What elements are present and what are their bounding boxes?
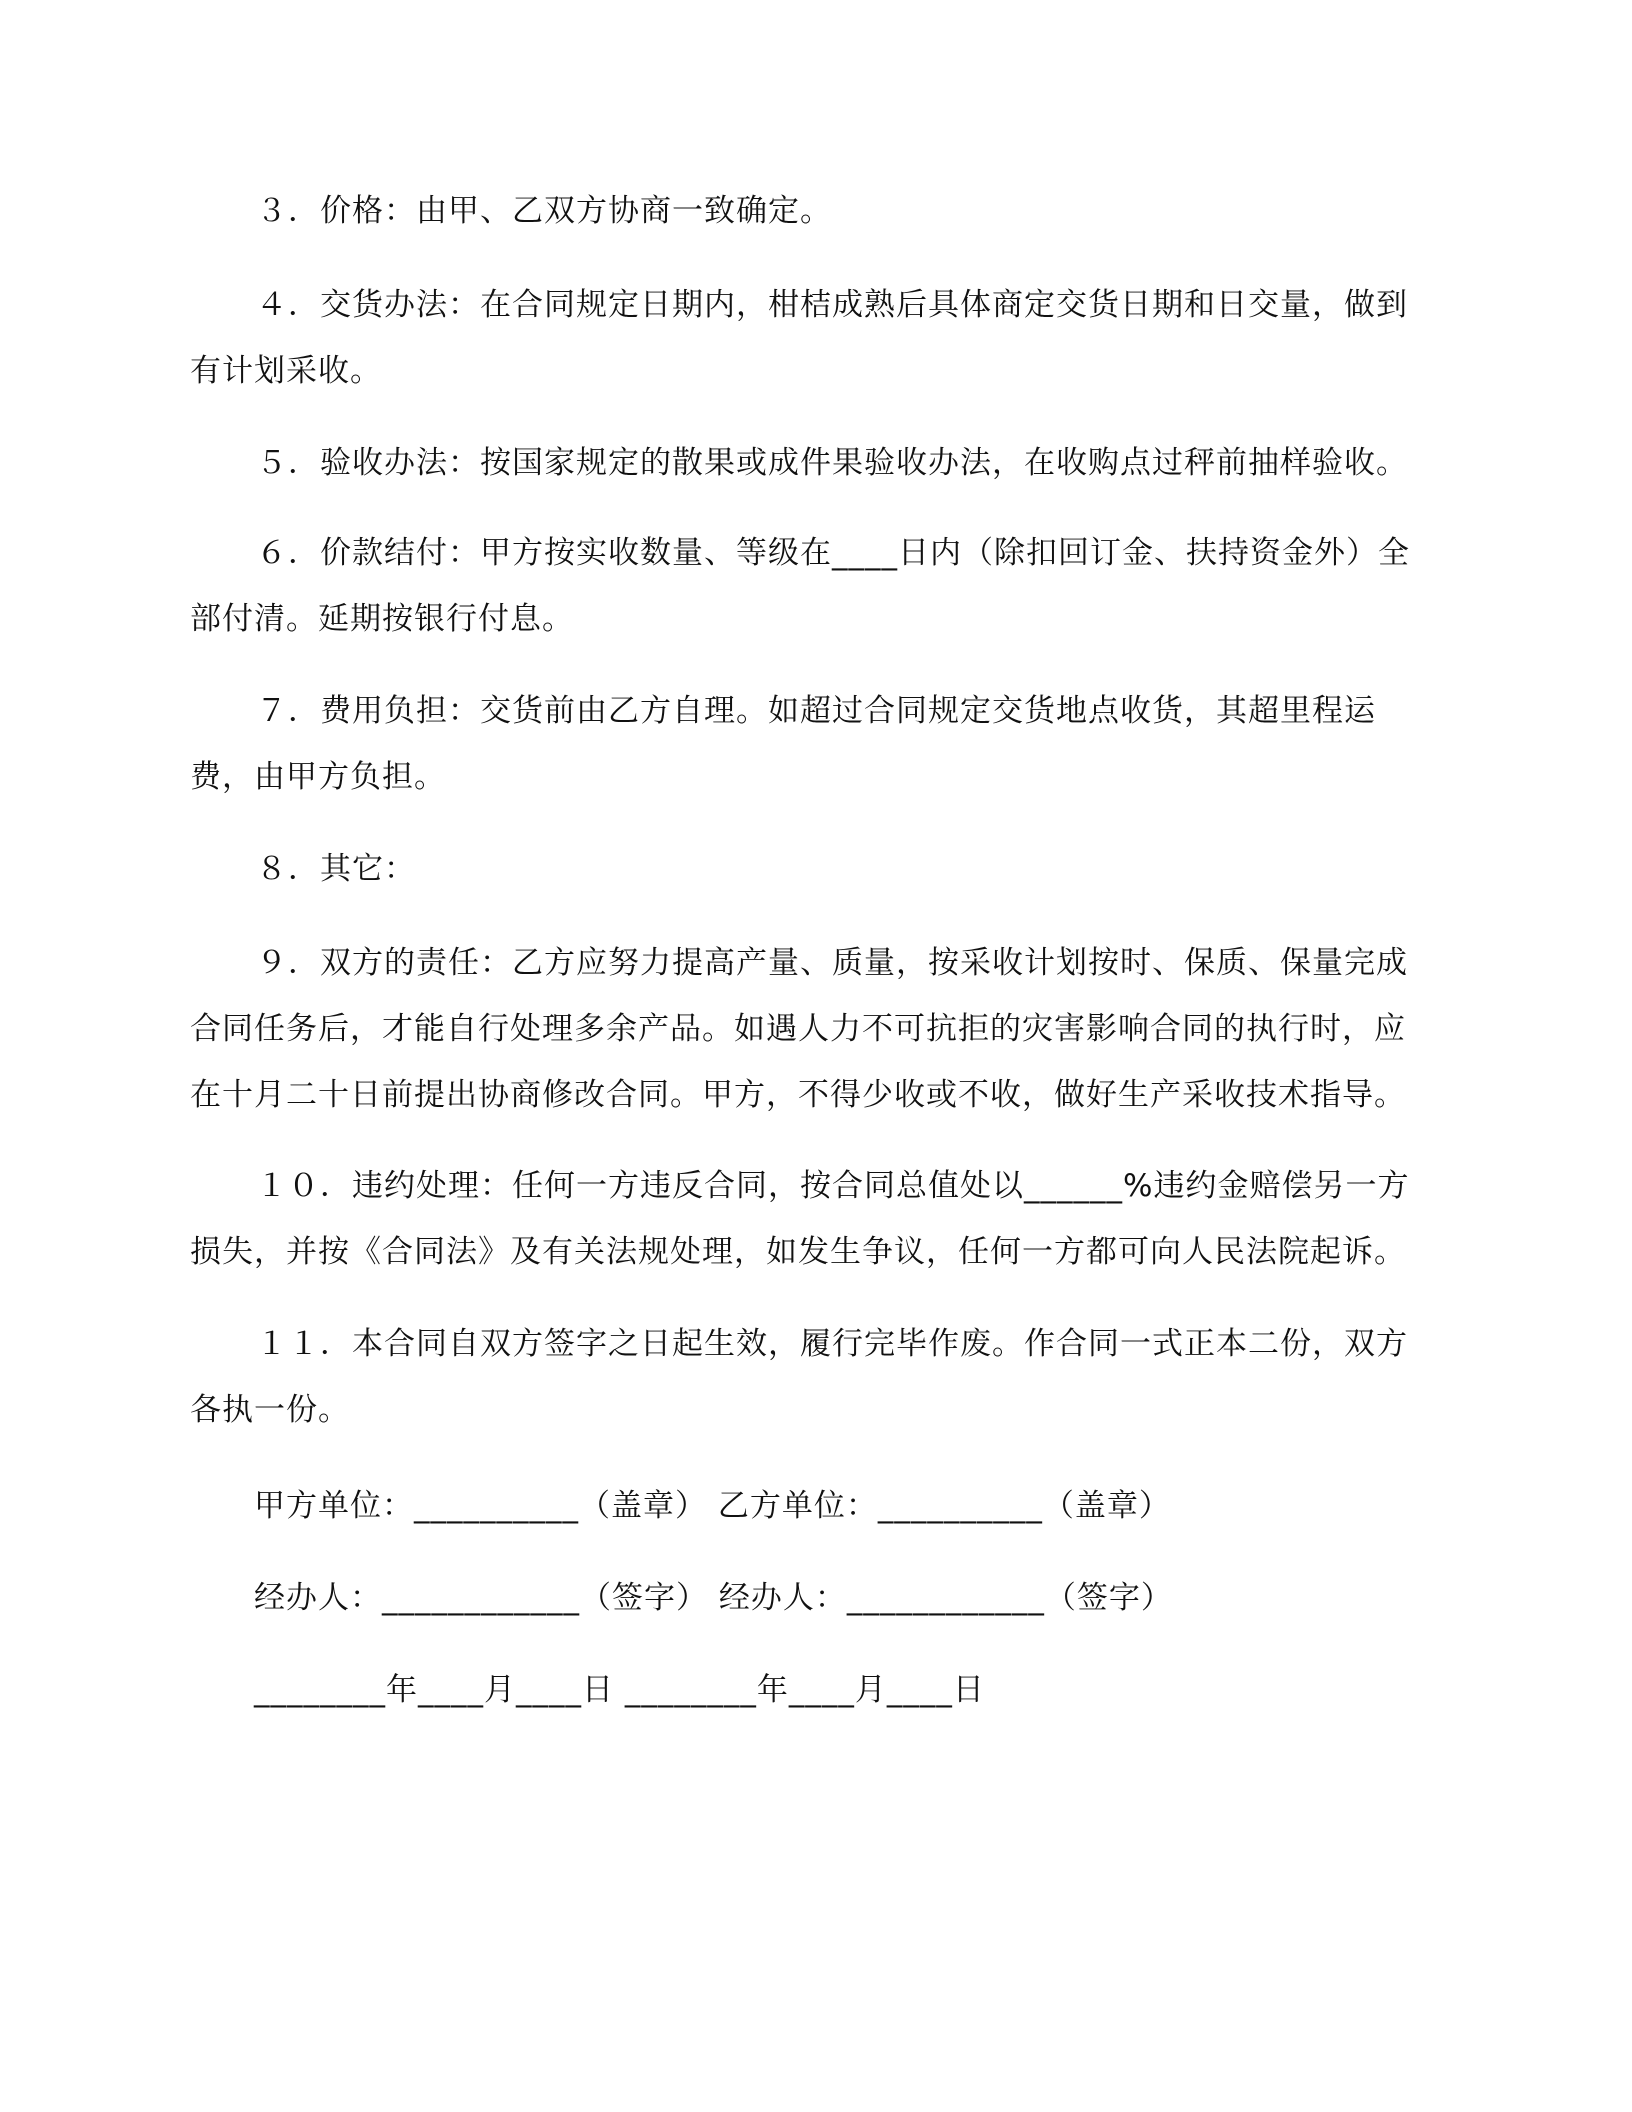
signature-dates: ________年____月____日 ________年____月____日 [254,1672,985,1708]
clause-8: ８．其它： [256,851,416,887]
clause-7: ７．费用负担：交货前由乙方自理。如超过合同规定交货地点收货，其超里程运费，由甲方负担。 [190,693,1376,795]
signature-handlers: 经办人：____________（签字） 经办人：____________（签字） [254,1580,1173,1616]
clause-11: １１．本合同自双方签字之日起生效，履行完毕作废。作合同一式正本二份，双方各执一份。 [190,1326,1408,1428]
clause-5: ５．验收办法：按国家规定的散果或成件果验收办法，在收购点过秤前抽样验收。 [256,445,1408,481]
clause-4: ４．交货办法：在合同规定日期内，柑桔成熟后具体商定交货日期和日交量，做到有计划采收。 [190,287,1408,389]
clause-3: ３．价格：由甲、乙双方协商一致确定。 [256,193,832,229]
clause-10: １０．违约处理：任何一方违反合同，按合同总值处以______%违约金赔偿另一方损失，并按《合同法》及有关法规处理，如发生争议，任何一方都可向人民法院起诉。 [190,1168,1410,1270]
clause-6: ６．价款结付：甲方按实收数量、等级在____日内（除扣回订金、扶持资金外）全部付清。延期按银行付息。 [190,535,1410,637]
signature-party-units: 甲方单位：__________（盖章） 乙方单位：__________（盖章） [254,1488,1171,1524]
clause-9: ９．双方的责任：乙方应努力提高产量、质量，按采收计划按时、保质、保量完成合同任务后，才能自行处理多余产品。如遇人力不可抗拒的灾害影响合同的执行时，应在十月二十日前提出协商修改合同。甲方，不得少收或不收，做好生产采收技术指导。 [190,945,1408,1113]
